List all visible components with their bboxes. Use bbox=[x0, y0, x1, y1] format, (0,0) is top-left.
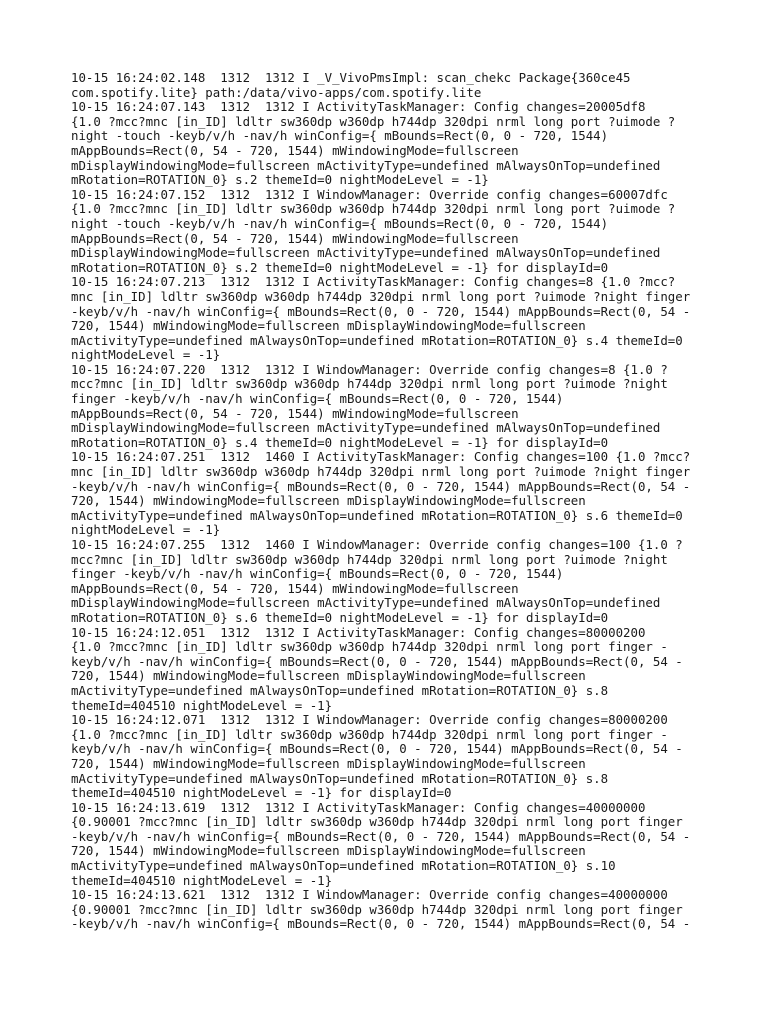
log-line: mnc [in_ID] ldltr sw360dp w360dp h744dp 320dpi nrml long port ?uimode ?night finger bbox=[71, 464, 691, 480]
log-line: 720, 1544) mWindowingMode=fullscreen mDisplayWindowingMode=fullscreen bbox=[71, 668, 586, 684]
log-line: mActivityType=undefined mAlwaysOnTop=undefined mRotation=ROTATION_0} s.6 themeId=0 bbox=[71, 507, 683, 523]
log-line: mDisplayWindowingMode=fullscreen mActivityType=undefined mAlwaysOnTop=undefined bbox=[71, 595, 661, 611]
log-line: 10-15 16:24:13.619 1312 1312 I ActivityTaskManager: Config changes=40000000 bbox=[71, 799, 646, 815]
log-line: themeId=404510 nightModeLevel = -1} bbox=[71, 872, 333, 888]
log-line: {1.0 ?mcc?mnc [in_ID] ldltr sw360dp w360dp h744dp 320dpi nrml long port finger - bbox=[71, 639, 668, 655]
log-line: mAppBounds=Rect(0, 54 - 720, 1544) mWindowingMode=fullscreen bbox=[71, 142, 519, 158]
log-line: -keyb/v/h -nav/h winConfig={ mBounds=Rect(0, 0 - 720, 1544) mAppBounds=Rect(0, 54 - bbox=[71, 916, 691, 932]
log-line: 720, 1544) mWindowingMode=fullscreen mDisplayWindowingMode=fullscreen bbox=[71, 755, 586, 771]
log-line: com.spotify.lite} path:/data/vivo-apps/com.spotify.lite bbox=[71, 84, 482, 100]
log-line: -keyb/v/h -nav/h winConfig={ mBounds=Rect(0, 0 - 720, 1544) mAppBounds=Rect(0, 54 - bbox=[71, 828, 691, 844]
log-line: 10-15 16:24:07.152 1312 1312 I WindowManager: Override config changes=60007dfc bbox=[71, 186, 668, 202]
log-line: 10-15 16:24:07.213 1312 1312 I ActivityTaskManager: Config changes=8 {1.0 ?mcc? bbox=[71, 274, 676, 290]
log-line: mnc [in_ID] ldltr sw360dp w360dp h744dp 320dpi nrml long port ?uimode ?night finger bbox=[71, 288, 691, 304]
log-line: themeId=404510 nightModeLevel = -1} for displayId=0 bbox=[71, 785, 452, 801]
log-line: mRotation=ROTATION_0} s.2 themeId=0 nightModeLevel = -1} bbox=[71, 172, 489, 188]
log-line: keyb/v/h -nav/h winConfig={ mBounds=Rect(0, 0 - 720, 1544) mAppBounds=Rect(0, 54 - bbox=[71, 741, 683, 757]
log-line: 720, 1544) mWindowingMode=fullscreen mDisplayWindowingMode=fullscreen bbox=[71, 843, 586, 859]
log-line: -keyb/v/h -nav/h winConfig={ mBounds=Rect(0, 0 - 720, 1544) mAppBounds=Rect(0, 54 - bbox=[71, 303, 691, 319]
log-line: mActivityType=undefined mAlwaysOnTop=undefined mRotation=ROTATION_0} s.8 bbox=[71, 770, 609, 786]
log-line: 10-15 16:24:07.143 1312 1312 I ActivityTaskManager: Config changes=20005df8 bbox=[71, 99, 646, 115]
log-line: -keyb/v/h -nav/h winConfig={ mBounds=Rect(0, 0 - 720, 1544) mAppBounds=Rect(0, 54 - bbox=[71, 478, 691, 494]
log-line: mDisplayWindowingMode=fullscreen mActivityType=undefined mAlwaysOnTop=undefined bbox=[71, 157, 661, 173]
log-line: 10-15 16:24:12.051 1312 1312 I ActivityTaskManager: Config changes=80000200 bbox=[71, 624, 646, 640]
log-line: nightModeLevel = -1} bbox=[71, 522, 221, 538]
log-line: finger -keyb/v/h -nav/h winConfig={ mBounds=Rect(0, 0 - 720, 1544) bbox=[71, 391, 564, 407]
log-line: finger -keyb/v/h -nav/h winConfig={ mBounds=Rect(0, 0 - 720, 1544) bbox=[71, 566, 564, 582]
log-line: mAppBounds=Rect(0, 54 - 720, 1544) mWindowingMode=fullscreen bbox=[71, 405, 519, 421]
log-line: 10-15 16:24:07.251 1312 1460 I ActivityTaskManager: Config changes=100 {1.0 ?mcc? bbox=[71, 449, 691, 465]
log-line: themeId=404510 nightModeLevel = -1} bbox=[71, 697, 333, 713]
log-line: nightModeLevel = -1} bbox=[71, 347, 221, 363]
log-line: mDisplayWindowingMode=fullscreen mActivityType=undefined mAlwaysOnTop=undefined bbox=[71, 245, 661, 261]
log-text bbox=[71, 71, 701, 932]
log-line: mAppBounds=Rect(0, 54 - 720, 1544) mWindowingMode=fullscreen bbox=[71, 580, 519, 596]
log-line: night -touch -keyb/v/h -nav/h winConfig={ mBounds=Rect(0, 0 - 720, 1544) bbox=[71, 128, 609, 144]
log-line: mcc?mnc [in_ID] ldltr sw360dp w360dp h744dp 320dpi nrml long port ?uimode ?night bbox=[71, 551, 668, 567]
log-line: mDisplayWindowingMode=fullscreen mActivityType=undefined mAlwaysOnTop=undefined bbox=[71, 420, 661, 436]
log-line: mActivityType=undefined mAlwaysOnTop=undefined mRotation=ROTATION_0} s.4 themeId=0 bbox=[71, 332, 683, 348]
log-line: mAppBounds=Rect(0, 54 - 720, 1544) mWindowingMode=fullscreen bbox=[71, 230, 519, 246]
log-line: mActivityType=undefined mAlwaysOnTop=undefined mRotation=ROTATION_0} s.10 bbox=[71, 858, 616, 874]
log-line: {0.90001 ?mcc?mnc [in_ID] ldltr sw360dp w360dp h744dp 320dpi nrml long port finger bbox=[71, 901, 683, 917]
log-line: keyb/v/h -nav/h winConfig={ mBounds=Rect(0, 0 - 720, 1544) mAppBounds=Rect(0, 54 - bbox=[71, 653, 683, 669]
log-line: 720, 1544) mWindowingMode=fullscreen mDisplayWindowingMode=fullscreen bbox=[71, 318, 586, 334]
log-line: {0.90001 ?mcc?mnc [in_ID] ldltr sw360dp w360dp h744dp 320dpi nrml long port finger bbox=[71, 814, 683, 830]
log-line: mActivityType=undefined mAlwaysOnTop=undefined mRotation=ROTATION_0} s.8 bbox=[71, 682, 609, 698]
log-line: mRotation=ROTATION_0} s.2 themeId=0 nightModeLevel = -1} for displayId=0 bbox=[71, 259, 609, 275]
log-line: {1.0 ?mcc?mnc [in_ID] ldltr sw360dp w360dp h744dp 320dpi nrml long port ?uimode ? bbox=[71, 201, 676, 217]
log-line: 10-15 16:24:07.255 1312 1460 I WindowManager: Override config changes=100 {1.0 ? bbox=[71, 537, 683, 552]
log-line: 10-15 16:24:12.071 1312 1312 I WindowManager: Override config changes=80000200 bbox=[71, 712, 668, 728]
log-line: 720, 1544) mWindowingMode=fullscreen mDisplayWindowingMode=fullscreen bbox=[71, 493, 586, 509]
log-line: night -touch -keyb/v/h -nav/h winConfig={ mBounds=Rect(0, 0 - 720, 1544) bbox=[71, 215, 609, 231]
log-line: mcc?mnc [in_ID] ldltr sw360dp w360dp h744dp 320dpi nrml long port ?uimode ?night bbox=[71, 376, 668, 392]
log-line: mRotation=ROTATION_0} s.4 themeId=0 nightModeLevel = -1} for displayId=0 bbox=[71, 434, 609, 450]
log-line: 10-15 16:24:13.621 1312 1312 I WindowManager: Override config changes=40000000 bbox=[71, 887, 668, 903]
log-line: {1.0 ?mcc?mnc [in_ID] ldltr sw360dp w360dp h744dp 320dpi nrml long port ?uimode ? bbox=[71, 113, 676, 129]
log-line: mRotation=ROTATION_0} s.6 themeId=0 nightModeLevel = -1} for displayId=0 bbox=[71, 609, 609, 625]
log-line: {1.0 ?mcc?mnc [in_ID] ldltr sw360dp w360dp h744dp 320dpi nrml long port finger - bbox=[71, 726, 668, 742]
log-line: 10-15 16:24:02.148 1312 1312 I _V_VivoPmsImpl: scan_chekc Package{360ce45 bbox=[71, 70, 631, 85]
log-line: 10-15 16:24:07.220 1312 1312 I WindowManager: Override config changes=8 {1.0 ? bbox=[71, 361, 668, 377]
